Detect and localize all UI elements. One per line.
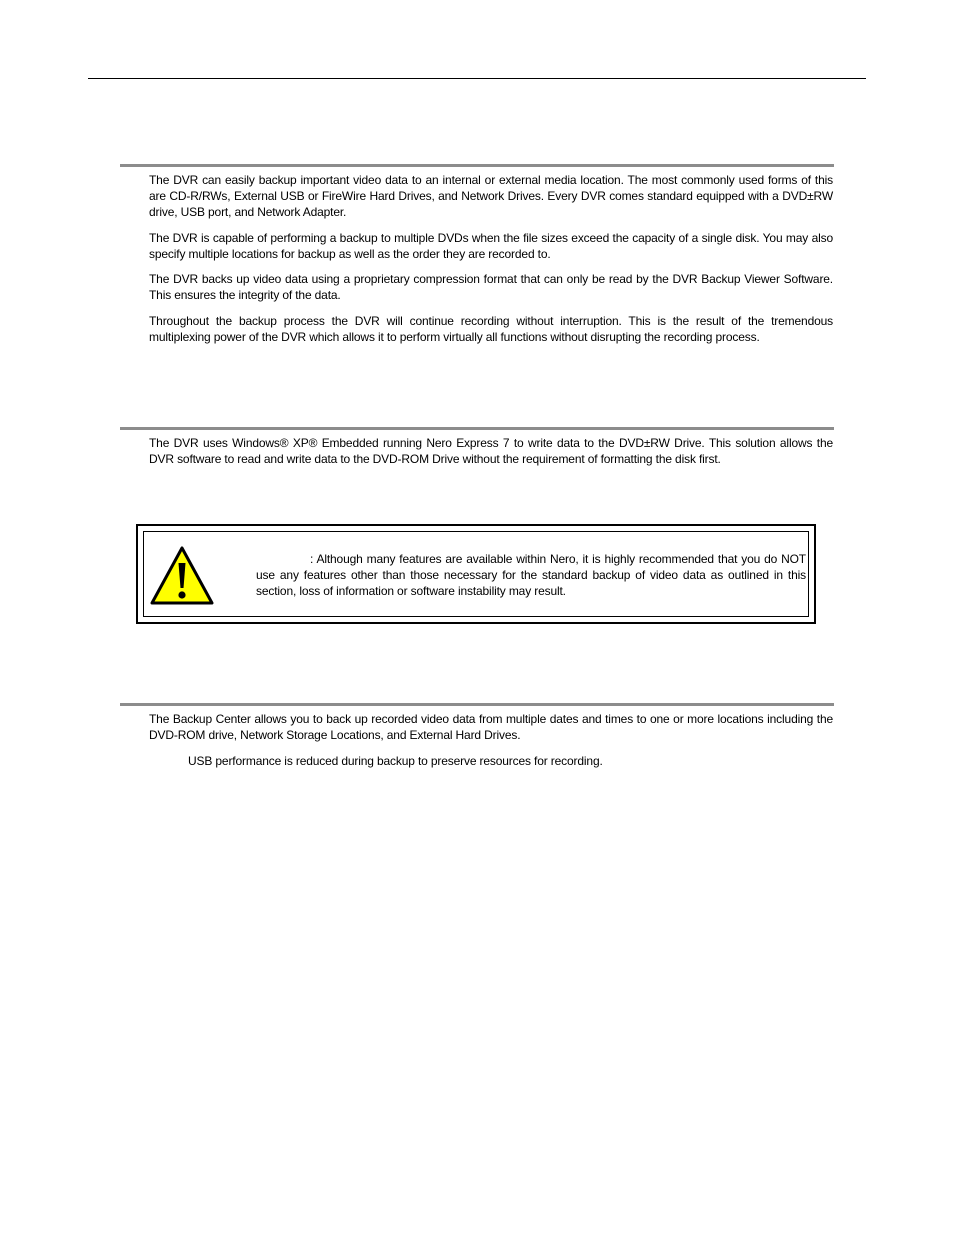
- overview-paragraph-2: The DVR is capable of performing a backup to multiple DVDs when the file sizes exceed the capacity of a single disk. You may also specify multiple locations for backup as well as the order they are recorded to.: [149, 231, 833, 261]
- usb-note: USB performance is reduced during backup to preserve resources for recording.: [188, 754, 603, 768]
- overview-paragraph-3: The DVR backs up video data using a proprietary compression format that can only be read by the DVR Backup Viewer Software. This ensures the integrity of the data.: [149, 272, 833, 302]
- warning-box-inner: [143, 531, 809, 617]
- header-rule: [88, 78, 866, 79]
- warning-text: : Although many features are available within Nero, it is highly recommended that you do NOT use any features other than those necessary for the standard backup of video data as outlined in this section, loss of information or software instability may result.: [256, 552, 806, 598]
- section-rule-backup-center: [120, 703, 834, 706]
- warning-triangle-icon: [149, 545, 215, 607]
- section-rule-overview: [120, 164, 834, 167]
- section-rule-nero: [120, 427, 834, 430]
- backup-center-paragraph: The Backup Center allows you to back up recorded video data from multiple dates and times to one or more locations including the DVD-ROM drive, Network Storage Locations, and External Hard Drives.: [149, 712, 833, 742]
- warning-box: [136, 524, 816, 624]
- overview-paragraph-1: The DVR can easily backup important video data to an internal or external media location. The most commonly used forms of this are CD-R/RWs, External USB or FireWire Hard Drives, and Network Drives. Every DVR comes standard equipped with a DVD±RW drive, USB port, and Network Adapter.: [149, 173, 833, 219]
- overview-paragraph-4: Throughout the backup process the DVR will continue recording without interruption. This is the result of the tremendous multiplexing power of the DVR which allows it to perform virtually all functions without disrupting the recording process.: [149, 314, 833, 344]
- nero-paragraph: The DVR uses Windows® XP® Embedded running Nero Express 7 to write data to the DVD±RW Drive. This solution allows the DVR software to read and write data to the DVD-ROM Drive without the requirement of formatting the disk first.: [149, 436, 833, 466]
